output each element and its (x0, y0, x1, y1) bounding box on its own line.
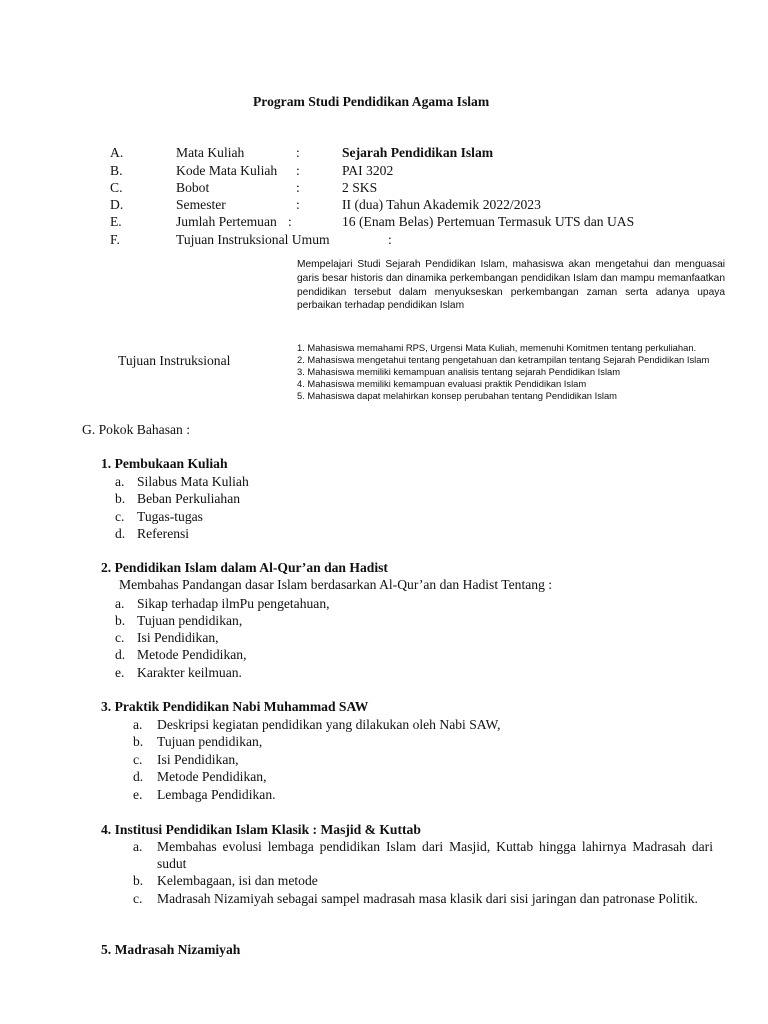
row-letter: D. (110, 197, 124, 212)
list-marker: c. (115, 630, 125, 645)
row-colon: : (288, 214, 292, 229)
list-item: Tujuan pendidikan, (137, 613, 243, 628)
row-colon: : (296, 145, 300, 160)
section-intro: Membahas Pandangan dasar Islam berdasarkan Al-Qur’an dan Hadist Tentang : (119, 577, 553, 592)
list-marker: a. (115, 474, 125, 489)
row-value: II (dua) Tahun Akademik 2022/2023 (342, 197, 541, 212)
list-item: Tujuan pendidikan, (157, 734, 263, 749)
row-value: PAI 3202 (342, 163, 394, 178)
list-marker: d. (133, 769, 144, 784)
list-marker: b. (115, 491, 126, 506)
list-item: Lembaga Pendidikan. (157, 787, 276, 802)
list-marker: a. (133, 839, 143, 854)
list-item: Karakter keilmuan. (137, 665, 242, 680)
row-letter: F. (110, 232, 120, 247)
list-marker: d. (115, 647, 126, 662)
list-marker: e. (133, 787, 143, 802)
tik-label: Tujuan Instruksional (118, 353, 231, 368)
list-marker: c. (115, 509, 125, 524)
section-heading: 2. Pendidikan Islam dalam Al-Qur’an dan Hadist (101, 560, 388, 575)
section-heading: 3. Praktik Pendidikan Nabi Muhammad SAW (101, 699, 369, 714)
list-marker: a. (133, 717, 143, 732)
list-item: Metode Pendidikan, (157, 769, 267, 784)
pokok-bahasan-heading: G. Pokok Bahasan : (82, 422, 190, 437)
row-colon: : (296, 163, 300, 178)
tik-item: 2. Mahasiswa mengetahui tentang pengetahuan dan ketrampilan tentang Sejarah Pendidikan Islam (297, 354, 710, 365)
row-colon: : (296, 197, 300, 212)
list-item: Kelembagaan, isi dan metode (157, 873, 318, 888)
row-letter: E. (110, 214, 122, 229)
row-colon: : (388, 232, 392, 247)
row-label: Tujuan Instruksional Umum (176, 232, 330, 247)
list-item: Isi Pendidikan, (137, 630, 219, 645)
section-heading: 1. Pembukaan Kuliah (101, 456, 228, 471)
list-marker: b. (133, 873, 144, 888)
list-item: Madrasah Nizamiyah sebagai sampel madrasah masa klasik dari sisi jaringan dan patronase Politik. (157, 891, 698, 906)
row-value: 2 SKS (342, 180, 378, 195)
section-heading: 5. Madrasah Nizamiyah (101, 942, 241, 957)
section-heading: 4. Institusi Pendidikan Islam Klasik : Masjid & Kuttab (101, 822, 421, 837)
list-marker: b. (133, 734, 144, 749)
page-title: Program Studi Pendidikan Agama Islam (253, 94, 490, 109)
list-marker: b. (115, 613, 126, 628)
list-item: Metode Pendidikan, (137, 647, 247, 662)
list-marker: a. (115, 596, 125, 611)
row-value: 16 (Enam Belas) Pertemuan Termasuk UTS dan UAS (342, 214, 635, 229)
tik-item: 4. Mahasiswa memiliki kemampuan evaluasi praktik Pendidikan Islam (297, 378, 587, 389)
row-letter: A. (110, 145, 124, 160)
list-item: Isi Pendidikan, (157, 752, 239, 767)
tik-item: 5. Mahasiswa dapat melahirkan konsep perubahan tentang Pendidikan Islam (297, 390, 617, 401)
row-letter: C. (110, 180, 123, 195)
row-label: Semester (176, 197, 226, 212)
list-item: Referensi (137, 526, 190, 541)
list-item: Beban Perkuliahan (137, 491, 241, 506)
row-label: Bobot (176, 180, 210, 195)
list-item: Silabus Mata Kuliah (137, 474, 249, 489)
list-marker: d. (115, 526, 126, 541)
list-marker: c. (133, 752, 143, 767)
list-item: Tugas-tugas (137, 509, 203, 524)
list-item: Membahas evolusi lembaga pendidikan Islam dari Masjid, Kuttab hingga lahirnya Madrasah dari sudut (157, 839, 713, 872)
row-value: Sejarah Pendidikan Islam (342, 145, 494, 160)
row-letter: B. (110, 163, 123, 178)
list-item: Sikap terhadap ilmPu pengetahuan, (137, 596, 330, 611)
row-label: Mata Kuliah (176, 145, 245, 160)
row-label: Jumlah Pertemuan (176, 214, 277, 229)
list-marker: c. (133, 891, 143, 906)
list-item: Deskripsi kegiatan pendidikan yang dilakukan oleh Nabi SAW, (157, 717, 501, 732)
row-label: Kode Mata Kuliah (176, 163, 278, 178)
tik-item: 1. Mahasiswa memahami RPS, Urgensi Mata Kuliah, memenuhi Komitmen tentang perkuliahan. (297, 342, 697, 353)
row-colon: : (296, 180, 300, 195)
list-marker: e. (115, 665, 125, 680)
tik-item: 3. Mahasiswa memiliki kemampuan analisis tentang sejarah Pendidikan Islam (297, 366, 621, 377)
tiu-description: Mempelajari Studi Sejarah Pendidikan Islam, mahasiswa akan mengetahui dan menguasai garis besar historis dan dinamika perkembangan pendidikan Islam dan mampu memanfaatkan pendidikan tersebut dalam menyukseskan perkembangan zaman serta adanya upaya perbaikan terhadap pendidikan Islam (297, 259, 725, 312)
